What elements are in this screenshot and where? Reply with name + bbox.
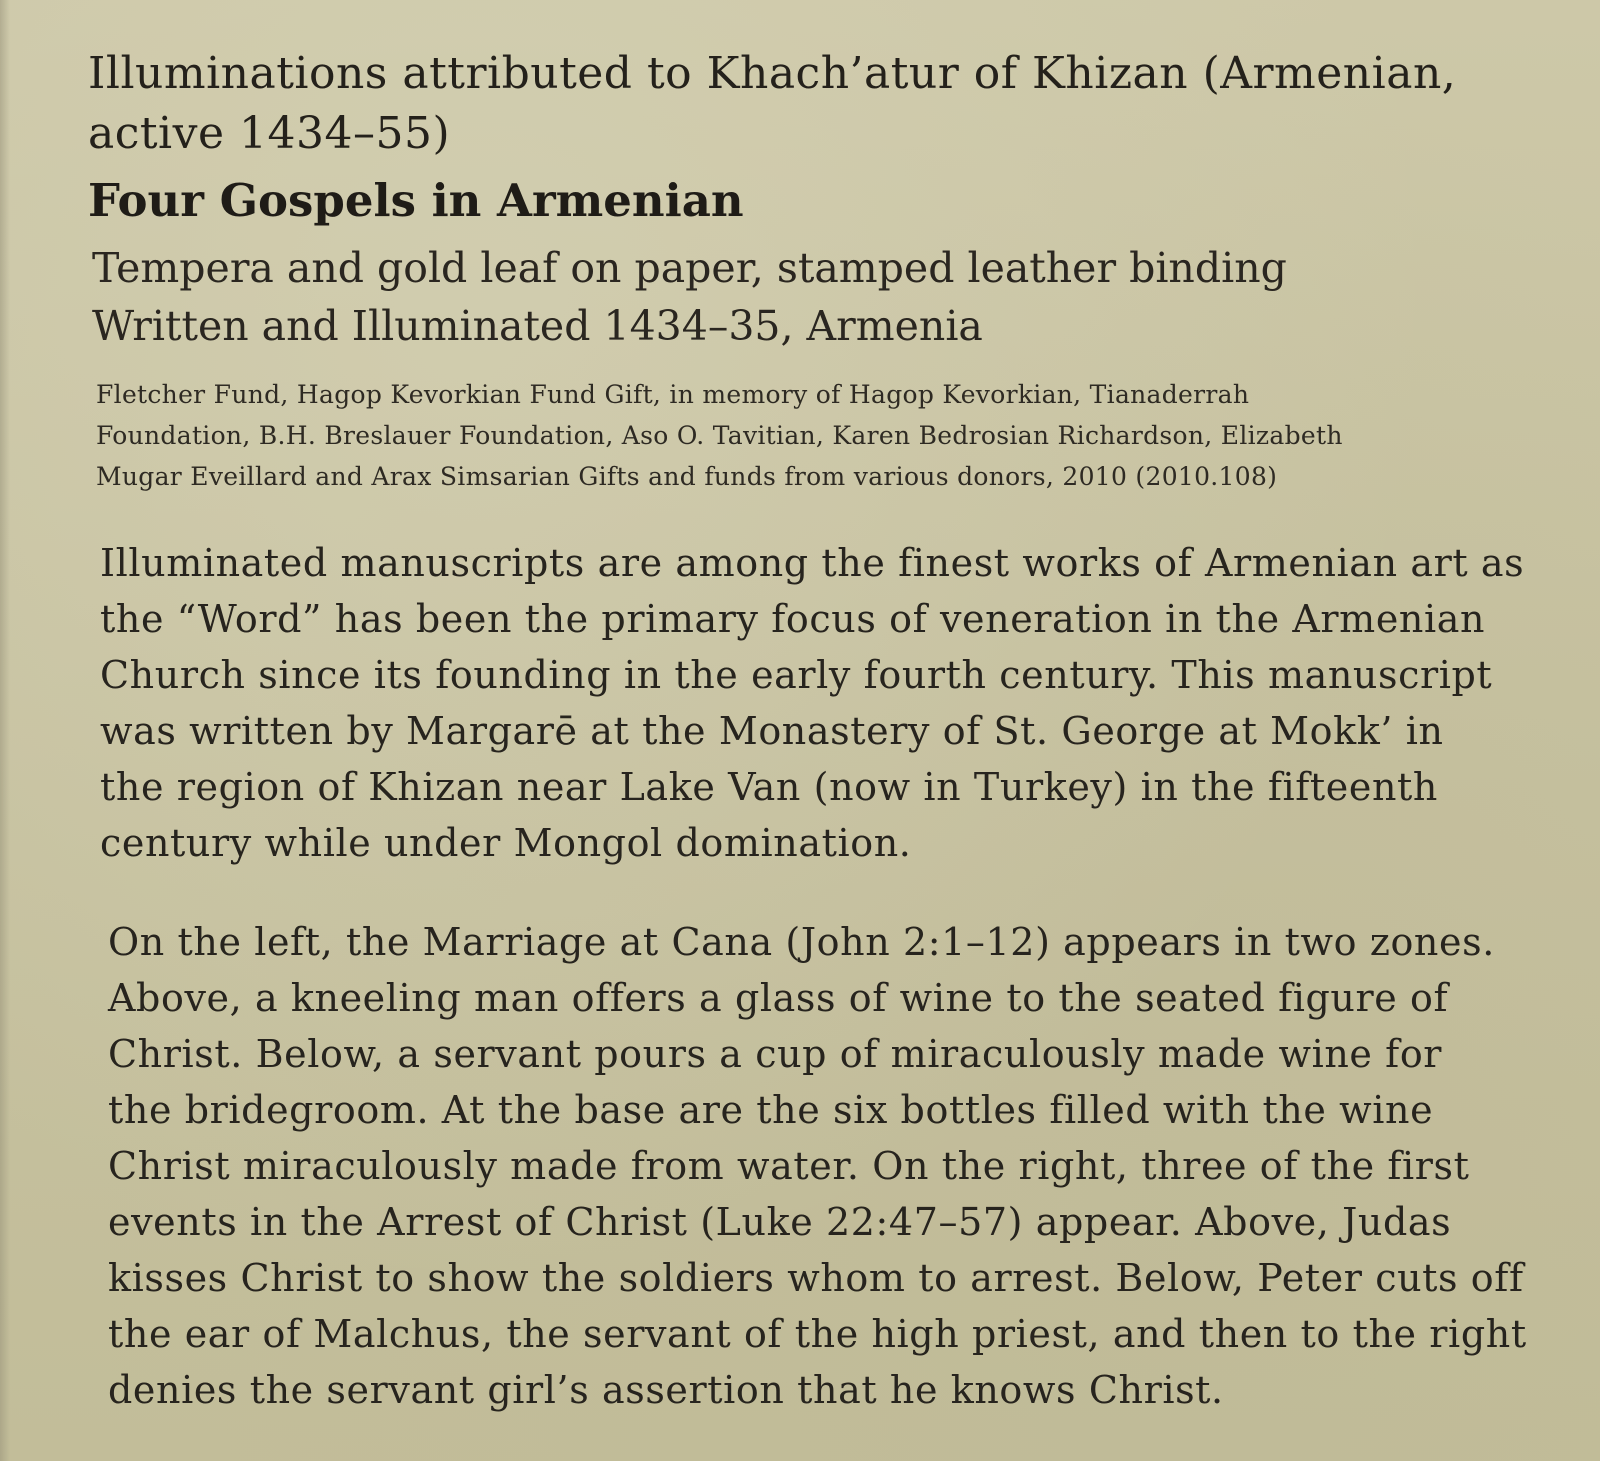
artist-attribution [88, 44, 1528, 164]
credit-line [96, 374, 1496, 497]
artwork-title: Four Gospels in Armenian [88, 174, 744, 227]
paragraph-line: Christ. Below, a servant pours a cup of miraculously made wine for [108, 1032, 1443, 1076]
paragraph-line: the “Word” has been the primary focus of veneration in the Armenian [100, 597, 1486, 641]
paragraph-line: Above, a kneeling man offers a glass of wine to the seated figure of [108, 976, 1449, 1020]
paragraph-line: Christ miraculously made from water. On the right, three of the first [108, 1144, 1470, 1188]
artist-line: Illuminations attributed to Khach’atur of Khizan (Armenian, [88, 48, 1457, 99]
credit-line-text: Mugar Eveillard and Arax Simsarian Gifts and funds from various donors, 2010 (2010.108) [96, 462, 1278, 491]
panel-edge-shadow [0, 0, 10, 1461]
paragraph-line: the region of Khizan near Lake Van (now in Turkey) in the fifteenth [100, 765, 1438, 809]
artwork-medium: Tempera and gold leaf on paper, stamped leather binding [92, 244, 1287, 292]
credit-line-text: Fletcher Fund, Hagop Kevorkian Fund Gift, in memory of Hagop Kevorkian, Tianaderrah [96, 380, 1250, 409]
paragraph-line: was written by Margarē at the Monastery of St. George at Mokk’ in [100, 709, 1444, 753]
paragraph-line: the bridegroom. At the base are the six bottles filled with the wine [108, 1088, 1434, 1132]
paragraph-line: Church since its founding in the early fourth century. This manuscript [100, 653, 1493, 697]
paragraph-line: On the left, the Marriage at Cana (John 2:1–12) appears in two zones. [108, 920, 1495, 964]
paragraph-line: Illuminated manuscripts are among the finest works of Armenian art as [100, 541, 1525, 585]
credit-line-text: Foundation, B.H. Breslauer Foundation, Aso O. Tavitian, Karen Bedrosian Richardson, Elizabeth [96, 421, 1343, 450]
description-paragraph-1 [100, 535, 1525, 871]
paragraph-line: denies the servant girl’s assertion that he knows Christ. [108, 1368, 1224, 1412]
description-paragraph-2 [108, 914, 1527, 1418]
paragraph-line: century while under Mongol domination. [100, 821, 912, 865]
artist-line: active 1434–55) [88, 108, 451, 159]
paragraph-line: the ear of Malchus, the servant of the high priest, and then to the right [108, 1312, 1527, 1356]
artwork-date: Written and Illuminated 1434–35, Armenia [92, 302, 983, 350]
paragraph-line: events in the Arrest of Christ (Luke 22:47–57) appear. Above, Judas [108, 1200, 1452, 1244]
paragraph-line: kisses Christ to show the soldiers whom to arrest. Below, Peter cuts off [108, 1256, 1524, 1300]
